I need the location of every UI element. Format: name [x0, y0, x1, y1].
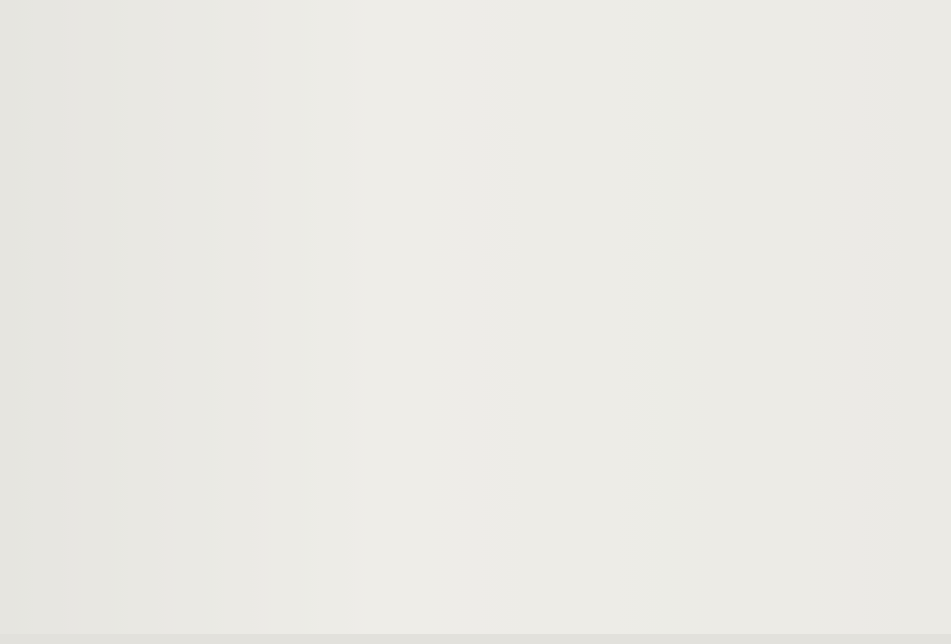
- page-bottom-edge: [0, 634, 951, 644]
- document-header: [10, 10, 56, 35]
